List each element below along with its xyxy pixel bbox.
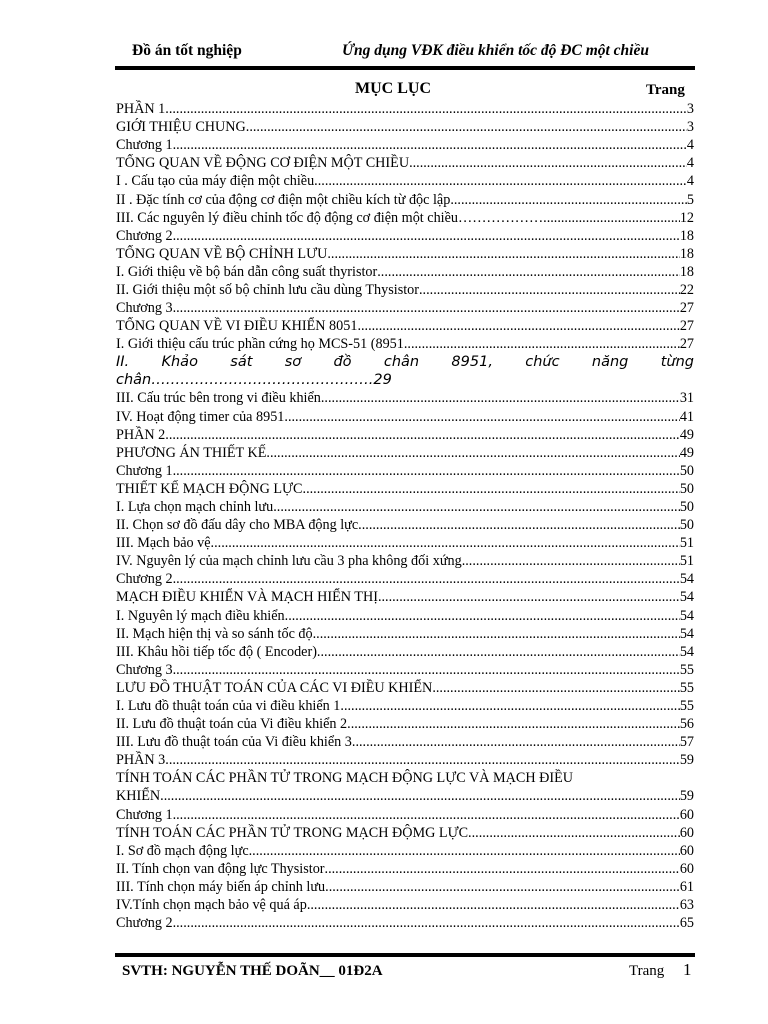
toc-entry[interactable] [116,570,694,588]
toc-entry-word: II. [116,354,130,371]
toc-entry-text: Chương 3 [116,300,173,317]
toc-leader [273,498,680,516]
toc-entry-text: II. Mạch hiện thị và so sánh tốc độ [116,625,313,642]
footer-author: SVTH: NGUYỄN THẾ DOÃN__ 01Đ2A [122,963,383,979]
header-right: Ứng dụng VĐK điều khiển tốc độ ĐC một chiều [342,42,649,59]
toc-leader [327,245,679,263]
toc-entry-text: I. Lựa chọn mạch chỉnh lưu [116,498,274,515]
toc-leader [357,317,679,335]
toc-entry[interactable] [116,426,694,444]
toc-entry-page: 18 [679,263,694,280]
toc-entry[interactable] [116,317,694,335]
toc-leader [173,136,687,154]
toc-entry-page: 18 [679,245,694,262]
toc-entry-text: IV. Nguyên lý của mạch chỉnh lưu cầu 3 pha không đối xứng [116,553,462,570]
toc-entry-page: 54 [679,571,694,588]
toc-entry-page: 50 [679,480,694,497]
toc-entry-long[interactable] [116,769,694,787]
toc-leader [340,697,679,715]
toc-entry[interactable] [116,751,694,769]
toc-leader [165,100,687,118]
toc-entry[interactable] [116,245,694,263]
toc-entry[interactable] [116,516,694,534]
toc-leader [303,480,680,498]
toc-leader [165,426,680,444]
toc-entry[interactable] [116,154,694,172]
toc-leader [307,896,680,914]
toc-entry-text: TỔNG QUAN VỀ VI ĐIỀU KHIỂN 8051 [116,318,358,335]
toc-entry-page: 60 [679,860,694,877]
toc-entry[interactable] [116,606,694,624]
toc-entry-text: PHẦN 1 [116,101,166,118]
page-column-label: Trang [646,82,685,98]
toc-entry-page: 18 [679,227,694,244]
toc-entry[interactable] [116,209,694,227]
toc-entry[interactable] [116,462,694,480]
toc-entry[interactable] [116,552,694,570]
toc-leader [211,534,680,552]
toc-entry-text: I. Giới thiệu cấu trúc phần cứng họ MCS-51 (8951 [116,336,404,353]
toc-entry-text: II. Giới thiệu một số bộ chỉnh lưu cầu dùng Thysistor [116,282,419,299]
toc-entry-word: sơ [284,354,302,371]
toc-entry-text: I. Lưu đồ thuật toán của vi điều khiển 1 [116,698,341,714]
toc-leader [173,661,680,679]
toc-entry[interactable] [116,227,694,245]
toc-entry-text: II. Lưu đồ thuật toán của Vi điều khiển 2 [116,716,348,733]
toc-entry-page: 60 [679,842,694,859]
toc-entry-text: LƯU ĐỒ THUẬT TOÁN CỦA CÁC VI ĐIỀU KHIỂN [116,679,433,696]
toc-leader [321,389,680,407]
toc-entry-word: chân [383,354,420,371]
toc-leader [173,806,680,824]
toc-entry-page: 49 [679,444,694,461]
toc-entry-italic-line2[interactable]: chân……………………………………….29 [116,372,392,389]
toc-leader [173,462,680,480]
toc-entry[interactable] [116,896,694,914]
toc-entry-page: 27 [679,318,694,335]
toc-entry-text: Chương 1 [116,137,173,154]
toc-entry-page: 65 [679,915,694,932]
toc-entry[interactable] [116,625,694,643]
toc-entry-text: Chương 2 [116,227,173,244]
toc-leader [160,787,680,805]
toc-entry-word: năng [591,354,629,371]
toc-entry-text: TỔNG QUAN VỀ BỘ CHỈNH LƯU [116,245,328,262]
toc-entry-page: 55 [679,679,694,696]
toc-entry-page: 27 [679,300,694,317]
toc-entry-word: sát [230,354,253,371]
toc-entry-text: IV.Tính chọn mạch bảo vệ quá áp [116,897,307,914]
toc-entry-long-line1: TÍNH TOÁN CÁC PHẦN TỬ TRONG MẠCH ĐỘNG LỰC VÀ MẠCH ĐIỀU [116,770,573,787]
toc-entry-text: PHƯƠNG ÁN THIẾT KẾ [116,444,267,461]
toc-entry[interactable] [116,679,694,697]
toc-entry[interactable] [116,335,694,353]
toc-leader [378,588,680,606]
toc-leader [284,408,679,426]
footer-page-label: Trang [629,963,665,979]
toc-entry-page: 54 [679,625,694,642]
toc-entry-page: 54 [679,643,694,660]
toc-entry-page: 55 [679,661,694,678]
toc-entry[interactable] [116,190,694,208]
toc-entry-text: I . Cấu tạo của máy điện một chiều [116,173,315,190]
toc-title: MỤC LỤC [355,80,431,97]
toc-leader [314,172,687,190]
toc-entry-page: 12 [679,209,694,226]
toc-leader [450,191,687,209]
toc-entry-word: Khảo [161,354,198,371]
toc-entry[interactable] [116,824,694,842]
toc-entry-text: III. Các nguyên lý điều chỉnh tốc độ động cơ điện một chiều………………. [116,209,547,226]
toc-leader [352,733,680,751]
toc-leader [173,914,680,932]
toc-entry[interactable] [116,281,694,299]
toc-entry-text: Chương 1 [116,806,173,823]
toc-leader [249,842,680,860]
toc-entry-page: 4 [686,137,694,154]
toc-entry-text: PHẦN 3 [116,752,166,769]
toc-entry-word: chức [525,354,560,371]
toc-entry-text: KHIỂN [116,788,161,805]
toc-entry-page: 4 [686,173,694,190]
toc-entry[interactable] [116,697,694,715]
toc-leader [409,154,687,172]
toc-entry[interactable] [116,172,694,190]
toc-leader [285,607,680,625]
toc-entry-text: MẠCH ĐIỀU KHIỂN VÀ MẠCH HIỂN THỊ [116,589,378,606]
toc-entry-text: Chương 2 [116,571,173,588]
toc-entry-text: TỔNG QUAN VỀ ĐỘNG CƠ ĐIỆN MỘT CHIỀU [116,155,410,172]
toc-entry-text: Chương 3 [116,661,173,678]
toc-entry-page: 55 [679,698,694,714]
toc-entry-page: 49 [679,426,694,443]
toc-entry-page: 63 [679,897,694,914]
toc-entry[interactable] [116,407,694,425]
toc-entry[interactable] [116,480,694,498]
toc-leader [325,860,680,878]
toc-leader [173,227,680,245]
toc-leader [173,570,680,588]
toc-entry-page: 57 [679,734,694,751]
toc-entry-word: đồ [333,354,352,371]
toc-leader [313,625,680,643]
toc-entry-text: IV. Hoạt động timer của 8951 [116,408,285,425]
footer-page-number: 1 [683,960,692,979]
toc-leader [165,751,680,769]
toc-entry-page: 54 [679,589,694,606]
toc-entry[interactable] [116,860,694,878]
table-of-contents [116,100,694,932]
toc-entry[interactable] [116,733,694,751]
toc-entry-page: 3 [686,119,694,136]
toc-entry[interactable] [116,263,694,281]
toc-entry-text: II . Đặc tính cơ của động cơ điện một chiều kích từ độc lập [116,191,451,208]
toc-leader [325,878,680,896]
toc-leader [547,209,680,227]
footer-rule [115,953,695,957]
toc-entry[interactable] [116,100,694,118]
page-header [0,42,768,64]
toc-entry-text: III. Mạch bảo vệ [116,535,211,552]
toc-entry-page: 41 [679,408,694,425]
toc-entry-text: GIỚI THIỆU CHUNG [116,119,246,136]
toc-entry-text: I. Giới thiệu về bộ bán dẫn công suất thyristor [116,263,378,280]
toc-entry-page: 3 [686,101,694,118]
toc-leader [377,263,680,281]
toc-entry[interactable] [116,643,694,661]
toc-leader [468,824,680,842]
toc-entry-page: 56 [679,716,694,733]
toc-entry[interactable] [116,118,694,136]
toc-entry-text: II. Chọn sơ đồ đấu dây cho MBA động lực [116,517,359,534]
toc-leader [173,299,680,317]
toc-entry-text: TÍNH TOÁN CÁC PHẦN TỬ TRONG MẠCH ĐỘMG LỰC [116,824,469,841]
toc-entry-text: THIẾT KẾ MẠCH ĐỘNG LỰC [116,480,303,497]
toc-leader [266,444,679,462]
header-left: Đồ án tốt nghiệp [132,42,242,59]
toc-entry-page: 61 [679,878,694,895]
toc-entry-text: I. Sơ đồ mạch động lực [116,842,249,859]
toc-entry-page: 59 [679,788,694,805]
toc-entry-text: Chương 2 [116,915,173,932]
toc-entry-page: 59 [679,752,694,769]
toc-entry-text: III. Lưu đồ thuật toán của Vi điều khiển 3 [116,734,352,751]
toc-entry-page: 50 [679,517,694,534]
toc-leader [432,679,680,697]
toc-entry[interactable] [116,389,694,407]
toc-entry-page: 4 [686,155,694,172]
toc-entry-page: 50 [679,498,694,515]
toc-entry-page: 60 [679,824,694,841]
toc-entry-page: 22 [679,282,694,299]
toc-entry[interactable] [116,498,694,516]
toc-entry-page: 5 [686,191,694,208]
toc-entry-text: III. Tính chọn máy biến áp chỉnh lưu [116,878,326,895]
toc-entry-page: 51 [679,553,694,570]
toc-entry-page: 27 [679,336,694,353]
toc-entry-page: 51 [679,535,694,552]
toc-leader [358,516,680,534]
toc-entry[interactable] [116,842,694,860]
toc-leader [404,335,680,353]
toc-entry[interactable] [116,534,694,552]
toc-leader [419,281,680,299]
toc-entry[interactable] [116,878,694,896]
toc-entry-page: 31 [679,390,694,407]
toc-entry[interactable] [116,588,694,606]
toc-leader [246,118,687,136]
toc-entry[interactable] [116,136,694,154]
page-footer [0,960,768,987]
toc-entry-page: 60 [679,806,694,823]
toc-entry[interactable] [116,715,694,733]
toc-entry-long-cont[interactable] [116,787,694,805]
toc-entry[interactable] [116,444,694,462]
toc-entry[interactable] [116,299,694,317]
toc-entry[interactable] [116,914,694,932]
toc-entry-text: II. Tính chọn van động lực Thysistor [116,860,325,877]
toc-entry[interactable] [116,805,694,823]
toc-entry[interactable] [116,661,694,679]
toc-leader [347,715,680,733]
toc-entry-italic[interactable] [116,353,694,371]
toc-entry-page: 54 [679,607,694,624]
toc-entry-text: III. Khâu hồi tiếp tốc độ ( Encoder) [116,643,317,660]
toc-entry-word: 8951, [451,354,493,371]
toc-entry-text: Chương 1 [116,462,173,479]
header-rule [115,66,695,70]
toc-leader [462,552,680,570]
toc-entry-text: PHẦN 2 [116,426,166,443]
toc-entry-text: I. Nguyên lý mạch điều khiển [116,607,285,624]
toc-leader [317,643,680,661]
toc-entry-text: III. Cấu trúc bên trong vi điều khiển [116,390,321,407]
toc-entry-page: 50 [679,462,694,479]
toc-entry-word: từng [660,354,694,371]
